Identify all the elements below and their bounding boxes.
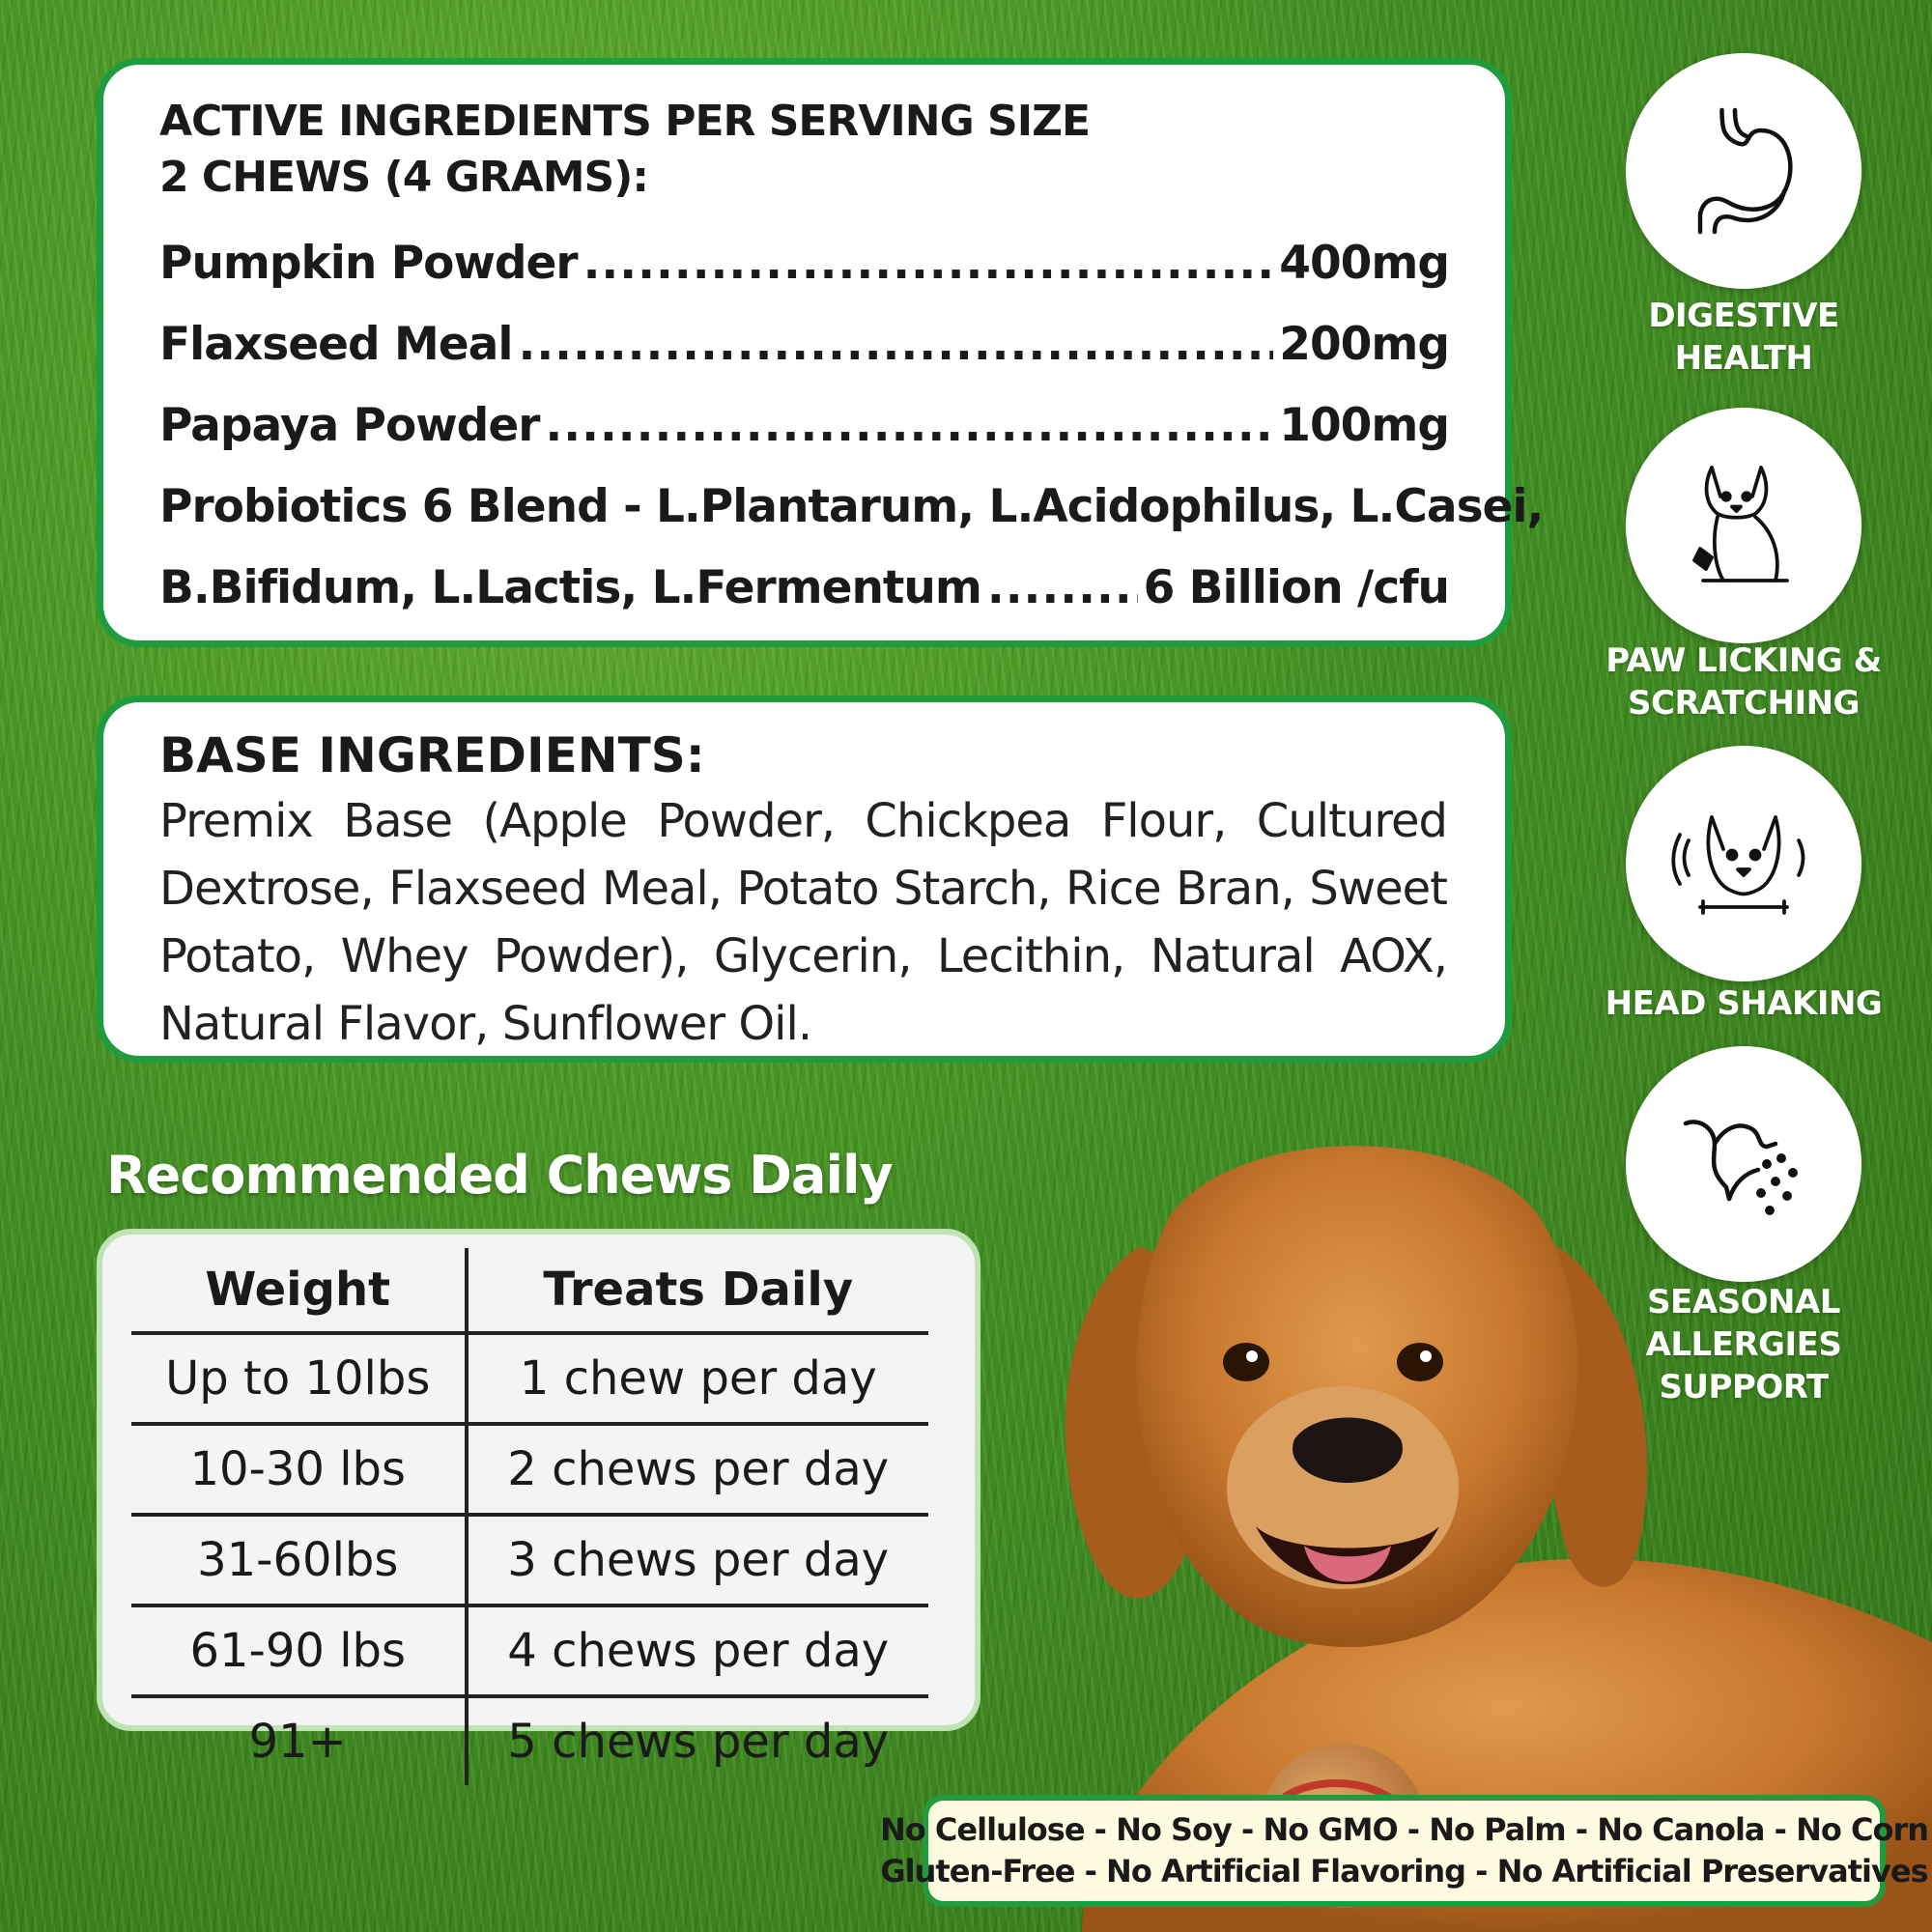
weight-cell: 10-30 lbs bbox=[131, 1424, 467, 1515]
dot-leader bbox=[545, 385, 1273, 467]
label-line: SEASONAL bbox=[1647, 1283, 1840, 1321]
treats-cell: 2 chews per day bbox=[467, 1424, 929, 1515]
label-line: SCRATCHING bbox=[1628, 684, 1860, 723]
dot-leader bbox=[583, 223, 1274, 304]
label-line: DIGESTIVE bbox=[1648, 297, 1839, 335]
label-line: HEAD SHAKING bbox=[1605, 984, 1883, 1023]
active-heading-line2: 2 CHEWS (4 GRAMS): bbox=[159, 153, 648, 202]
column-header-treats: Treats Daily bbox=[543, 1263, 854, 1317]
probiotics-amount: 6 Billion /cfu bbox=[1143, 561, 1449, 614]
dog-scratching-icon bbox=[1626, 408, 1861, 643]
ingredient-amount: 200mg bbox=[1279, 318, 1449, 371]
dosage-title: Recommended Chews Daily bbox=[106, 1145, 893, 1206]
benefit-label-head-shaking bbox=[1584, 982, 1903, 1025]
dog-head-shaking-icon bbox=[1626, 746, 1861, 981]
probiotics-line2 bbox=[159, 548, 1449, 629]
probiotics-text: Probiotics 6 Blend - L.Plantarum, L.Acidophilus, L.Casei, bbox=[159, 480, 1544, 533]
free-from-badge bbox=[880, 1795, 1928, 1907]
treats-cell: 5 chews per day bbox=[467, 1696, 929, 1785]
table-row bbox=[131, 1424, 928, 1515]
free-from-line2: Gluten-Free - No Artificial Flavoring - No Artificial Preservatives bbox=[880, 1853, 1928, 1889]
label-line: SUPPORT bbox=[1659, 1368, 1829, 1406]
ingredient-row bbox=[159, 304, 1449, 385]
dosage-table-panel bbox=[97, 1229, 980, 1769]
active-heading-line1: ACTIVE INGREDIENTS PER SERVING SIZE bbox=[159, 97, 1091, 146]
treats-cell: 4 chews per day bbox=[467, 1605, 929, 1696]
free-from-line1: No Cellulose - No Soy - No GMO - No Palm - No Canola - No Corn bbox=[880, 1811, 1928, 1848]
treats-cell: 1 chew per day bbox=[467, 1333, 929, 1424]
label-line: HEALTH bbox=[1674, 339, 1813, 378]
probiotics-strains: B.Bifidum, L.Lactis, L.Fermentum bbox=[159, 561, 981, 614]
ingredient-name: Pumpkin Powder bbox=[159, 237, 578, 290]
table-header-row bbox=[131, 1248, 928, 1333]
ingredient-row bbox=[159, 385, 1449, 467]
treats-cell: 3 chews per day bbox=[467, 1515, 929, 1605]
label-line: ALLERGIES bbox=[1645, 1325, 1842, 1364]
ingredient-name: Papaya Powder bbox=[159, 399, 540, 452]
table-row bbox=[131, 1515, 928, 1605]
probiotics-line1 bbox=[159, 467, 1544, 548]
weight-cell: 31-60lbs bbox=[131, 1515, 467, 1605]
table-row bbox=[131, 1696, 928, 1785]
table-row bbox=[131, 1333, 928, 1424]
column-header-weight: Weight bbox=[131, 1248, 467, 1333]
weight-cell: 61-90 lbs bbox=[131, 1605, 467, 1696]
ingredient-row bbox=[159, 223, 1449, 304]
weight-cell: Up to 10lbs bbox=[131, 1333, 467, 1424]
ingredient-name: Flaxseed Meal bbox=[159, 318, 513, 371]
stomach-icon bbox=[1626, 53, 1861, 289]
weight-cell: 91+ bbox=[131, 1696, 467, 1785]
dot-leader bbox=[987, 548, 1138, 629]
dosage-table bbox=[131, 1248, 928, 1785]
table-row bbox=[131, 1605, 928, 1696]
base-ingredients-panel bbox=[97, 696, 1512, 1063]
benefit-label-digestive bbox=[1584, 295, 1903, 380]
dot-leader bbox=[518, 304, 1273, 385]
base-heading: BASE INGREDIENTS: bbox=[159, 727, 705, 783]
ingredient-amount: 100mg bbox=[1279, 399, 1449, 452]
base-ingredients-text: Premix Base (Apple Powder, Chickpea Flour, Cultured Dextrose, Flaxseed Meal, Potato Starch, Rice Bran, Sweet Potato, Whey Powder), Glycerin, Lecithin, Natural AOX, Natural Flavor, Sunflower Oil. bbox=[159, 794, 1447, 1051]
label-line: PAW LICKING & bbox=[1605, 641, 1882, 680]
benefit-label-paw-licking bbox=[1584, 639, 1903, 724]
ingredient-amount: 400mg bbox=[1279, 237, 1449, 290]
active-ingredients-panel bbox=[97, 58, 1544, 647]
